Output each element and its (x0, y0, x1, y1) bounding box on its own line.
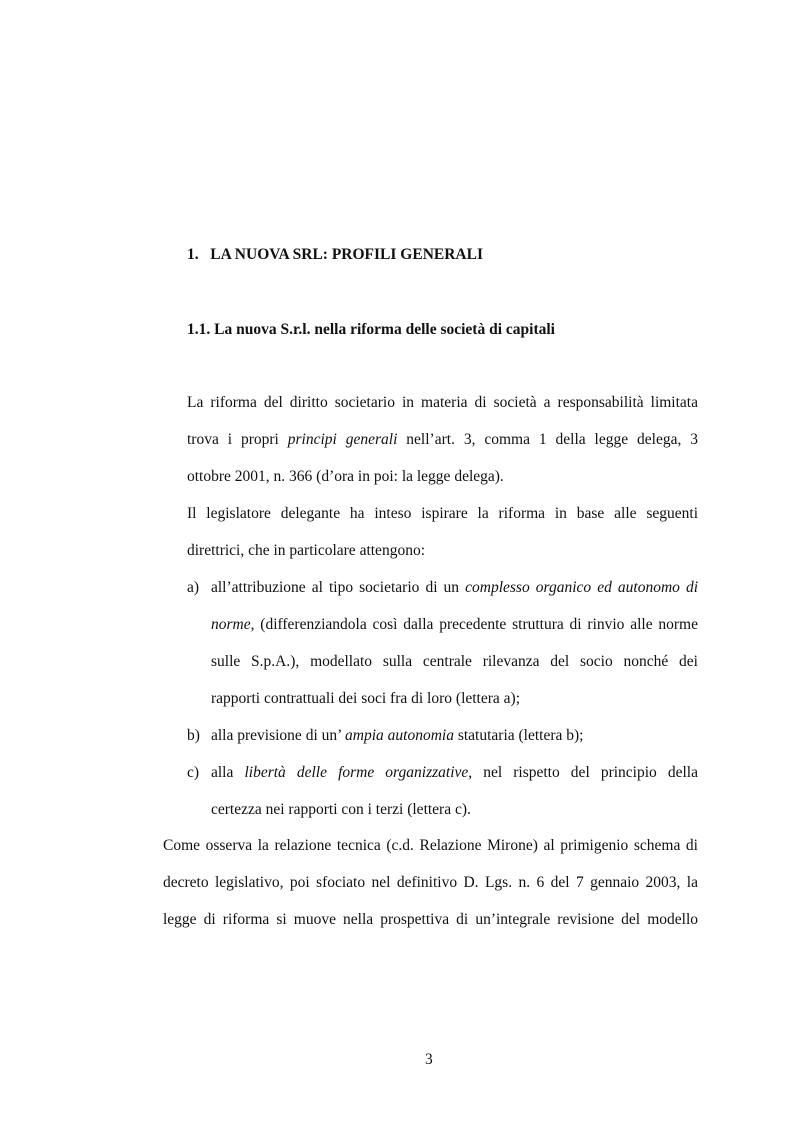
chapter-number: 1. (187, 246, 199, 263)
list-c-line2: certezza nei rapporti con i terzi (lettera c). (211, 801, 471, 818)
section-heading: 1.1. La nuova S.r.l. nella riforma delle società di capitali (187, 321, 555, 338)
list-b-line1: alla previsione di un’ ampia autonomia statutaria (lettera b); (211, 727, 584, 744)
list-marker-b: b) (187, 727, 200, 744)
para2-line2: direttrici, che in particolare attengono: (187, 542, 425, 559)
list-marker-c: c) (187, 764, 200, 781)
list-a-line4: rapporti contrattuali dei soci fra di loro (lettera a); (211, 690, 521, 707)
list-a-line1: all’attribuzione al tipo societario di un complesso organico ed autonomo di (211, 579, 698, 596)
list-a-line3: sulle S.p.A.), modellato sulla centrale rilevanza del socio nonché dei (211, 653, 698, 670)
list-marker-a: a) (187, 579, 200, 596)
para3-line3: legge di riforma si muove nella prospettiva di un’integrale revisione del modello (163, 911, 698, 928)
para3-line1: Come osserva la relazione tecnica (c.d. Relazione Mirone) al primigenio schema di (163, 837, 698, 854)
page-number: 3 (425, 1051, 433, 1068)
para1-line2: trova i propri principi generali nell’art. 3, comma 1 della legge delega, 3 (187, 431, 698, 448)
para1-line1: La riforma del diritto societario in materia di società a responsabilità limitata (187, 394, 698, 411)
list-a-line2: norme, (differenziandola così dalla precedente struttura di rinvio alle norme (211, 616, 698, 633)
para1-line3: ottobre 2001, n. 366 (d’ora in poi: la legge delega). (187, 468, 504, 485)
list-c-line1: alla libertà delle forme organizzative, nel rispetto del principio della (211, 764, 698, 781)
para3-line2: decreto legislativo, poi sfociato nel definitivo D. Lgs. n. 6 del 7 gennaio 2003, la (163, 874, 698, 891)
chapter-title: LA NUOVA SRL: PROFILI GENERALI (210, 246, 483, 263)
para2-line1: Il legislatore delegante ha inteso ispirare la riforma in base alle seguenti (187, 505, 698, 522)
chapter-heading (187, 245, 483, 265)
